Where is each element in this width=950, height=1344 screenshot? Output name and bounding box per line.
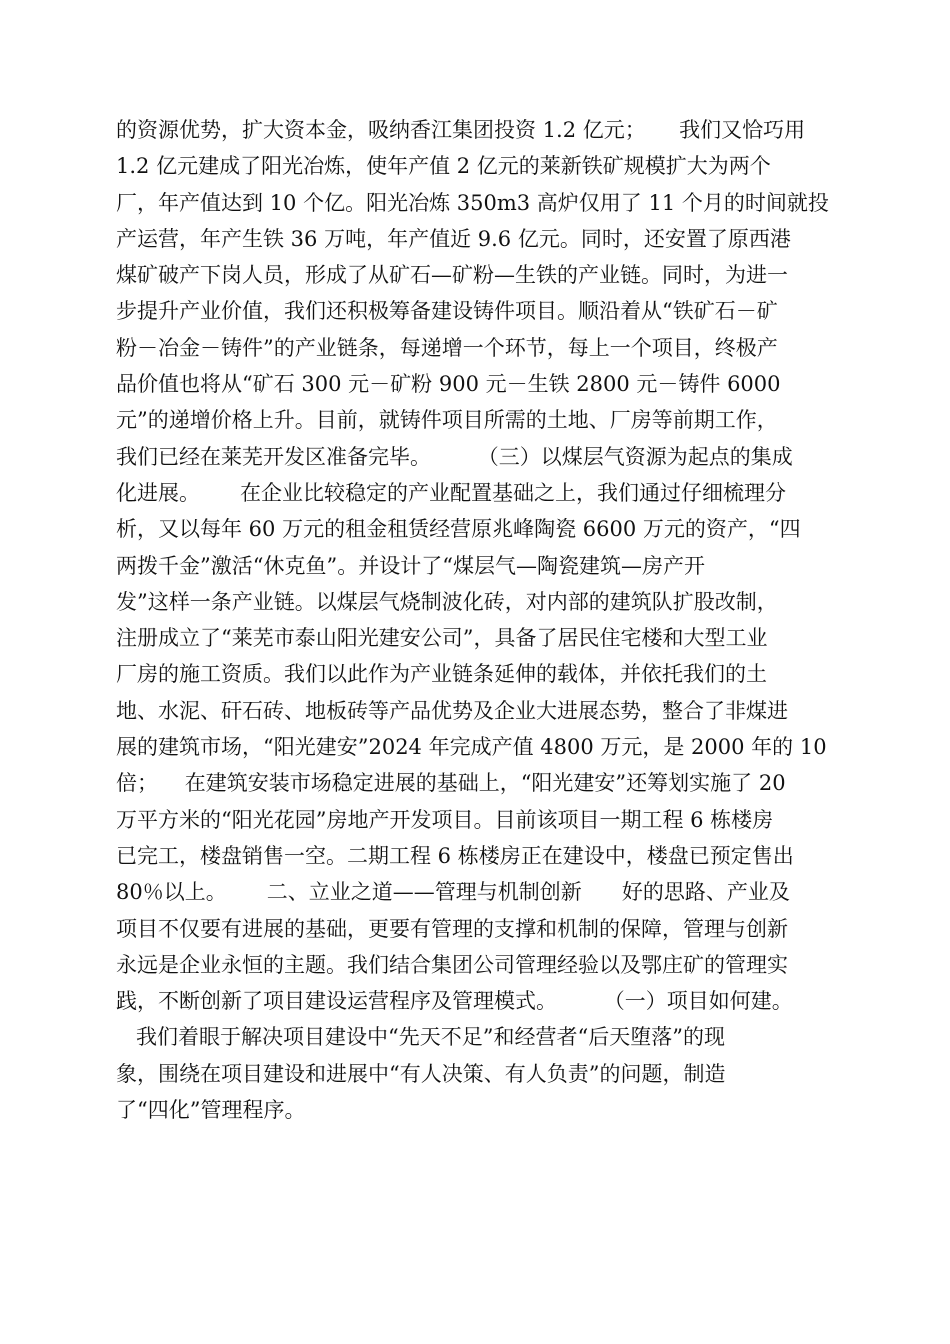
text-line: 厂房的施工资质。我们以此作为产业链条延伸的载体，并依托我们的土 — [116, 662, 767, 687]
text-line: 厂，年产值达到 10 个亿。阳光冶炼 350m3 高炉仅用了 11 个月的时间就投 — [116, 190, 829, 215]
text-line: 践，不断创新了项目建设运营程序及管理模式。 （一）项目如何建。 — [116, 989, 793, 1014]
text-line: 展的建筑市场，“阳光建安”2024 年完成产值 4800 万元，是 2000 年的 10 — [116, 735, 827, 760]
text-line: 我们已经在莱芜开发区准备完毕。 （三）以煤层气资源为起点的集成 — [116, 444, 793, 469]
text-line: 煤矿破产下岗人员，形成了从矿石—矿粉—生铁的产业链。同时，为进一 — [116, 263, 788, 288]
text-line: 粉－冶金－铸件”的产业链条，每递增一个环节，每上一个项目，终极产 — [116, 335, 778, 360]
text-line: 地、水泥、矸石砖、地板砖等产品优势及企业大进展态势，整合了非煤进 — [116, 698, 788, 723]
text-line: 元”的递增价格上升。目前，就铸件项目所需的土地、厂房等前期工作， — [116, 408, 778, 433]
text-line: 析，又以每年 60 万元的租金租赁经营原兆峰陶瓷 6600 万元的资产，“四 — [116, 517, 801, 542]
text-line: 1.2 亿元建成了阳光冶炼，使年产值 2 亿元的莱新铁矿规模扩大为两个 — [116, 154, 771, 179]
text-line: 倍； 在建筑安装市场稳定进展的基础上，“阳光建安”还筹划实施了 20 — [116, 771, 786, 796]
text-line: 万平方米的“阳光花园”房地产开发项目。目前该项目一期工程 6 栋楼房 — [116, 807, 774, 832]
text-line: 两拨千金”激活“休克鱼”。并设计了“煤层气—陶瓷建筑—房产开 — [116, 553, 705, 578]
text-line: 品价值也将从“矿石 300 元－矿粉 900 元－生铁 2800 元－铸件 6000 — [116, 372, 781, 397]
text-line: 我们着眼于解决项目建设中“先天不足”和经营者“后天堕落”的现 — [136, 1025, 725, 1050]
text-line: 了“四化”管理程序。 — [116, 1098, 306, 1123]
text-line: 注册成立了“莱芜市泰山阳光建安公司”，具备了居民住宅楼和大型工业 — [116, 626, 768, 651]
text-line: 80％以上。 二、立业之道——管理与机制创新 好的思路、产业及 — [116, 880, 790, 905]
text-line: 产运营，年产生铁 36 万吨，年产值近 9.6 亿元。同时，还安置了原西港 — [116, 226, 791, 251]
text-line: 象，围绕在项目建设和进展中“有人决策、有人负责”的问题，制造 — [116, 1061, 726, 1086]
text-line: 永远是企业永恒的主题。我们结合集团公司管理经验以及鄂庄矿的管理实 — [116, 952, 788, 977]
text-line: 化进展。 在企业比较稳定的产业配置基础之上，我们通过仔细梳理分 — [116, 480, 787, 505]
body-text — [116, 112, 846, 1128]
text-line: 已完工，楼盘销售一空。二期工程 6 栋楼房正在建设中，楼盘已预定售出 — [116, 843, 794, 868]
text-line: 步提升产业价值，我们还积极筹备建设铸件项目。顺沿着从“铁矿石－矿 — [116, 299, 778, 324]
text-line: 的资源优势，扩大资本金，吸纳香江集团投资 1.2 亿元； 我们又恰巧用 — [116, 118, 806, 142]
text-line: 项目不仅要有进展的基础，更要有管理的支撑和机制的保障，管理与创新 — [116, 916, 788, 941]
text-line: 发”这样一条产业链。以煤层气烧制波化砖，对内部的建筑队扩股改制， — [116, 589, 778, 614]
